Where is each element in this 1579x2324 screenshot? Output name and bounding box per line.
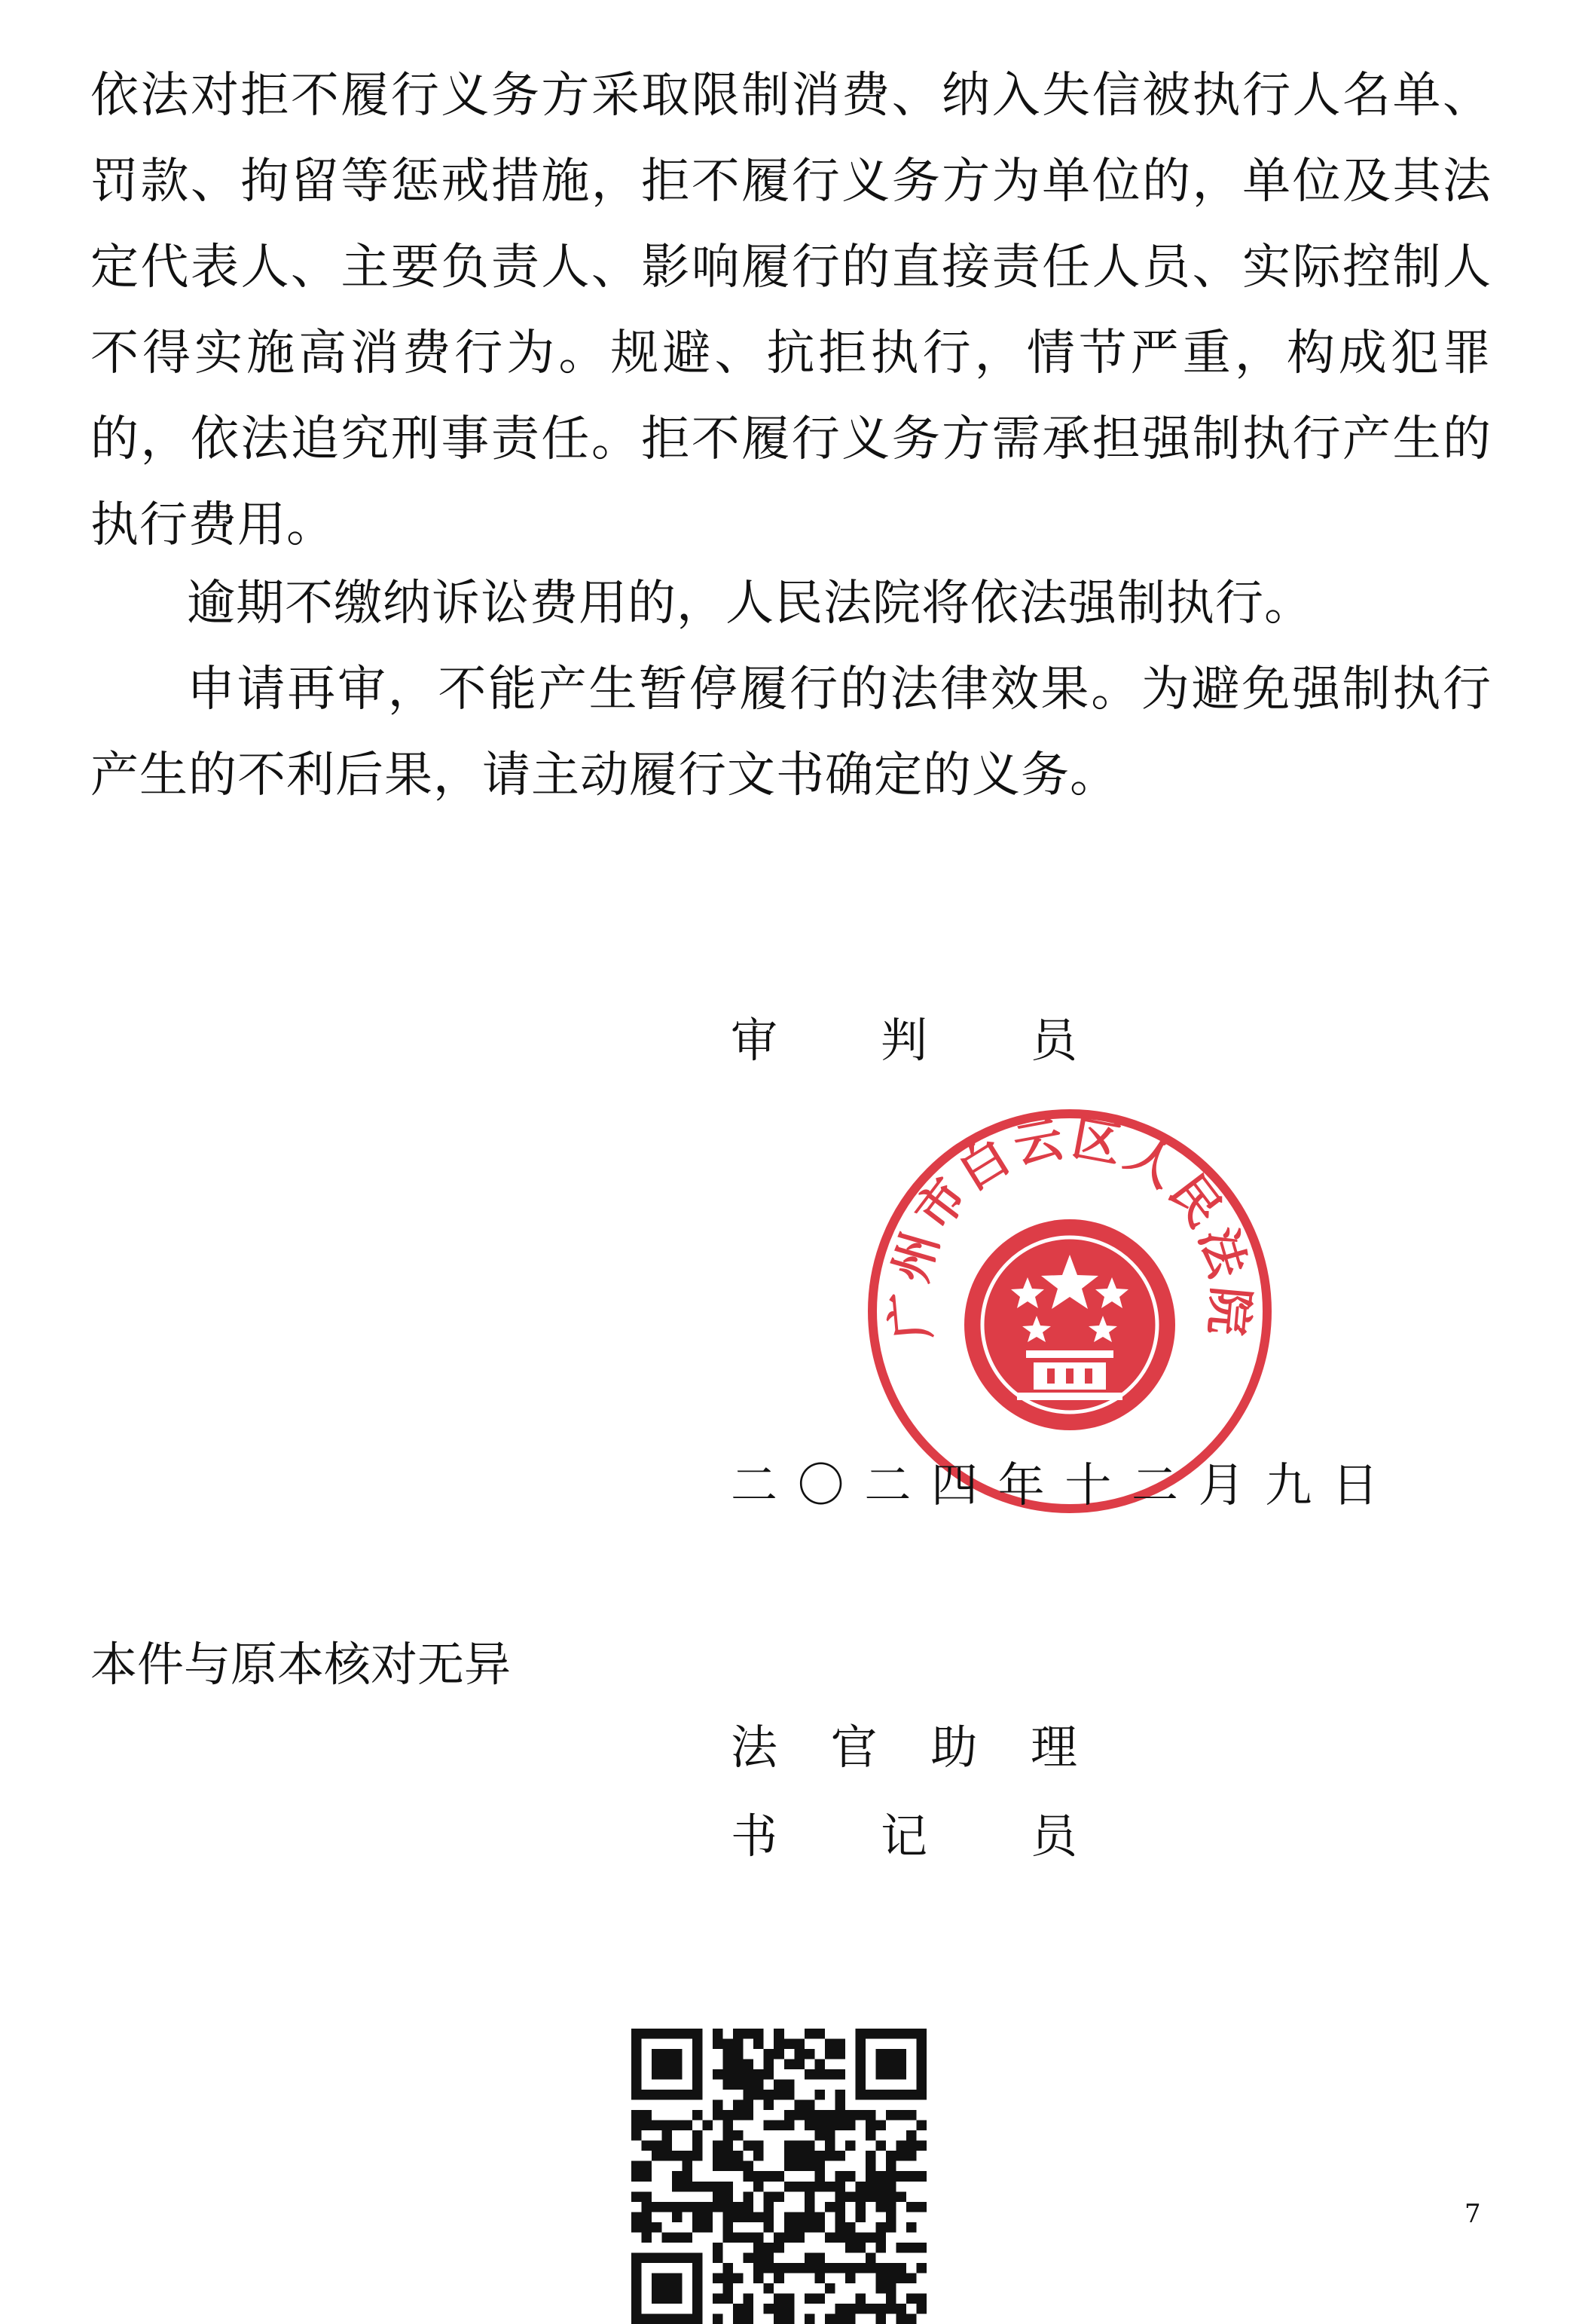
assistant-label-char: 官 bbox=[830, 1720, 878, 1775]
date-char: 二 bbox=[864, 1457, 912, 1512]
date-char: 二 bbox=[1131, 1457, 1178, 1512]
clerk-label-char: 书 bbox=[731, 1809, 778, 1864]
page-number: 7 bbox=[1464, 2199, 1481, 2229]
judge-label bbox=[731, 1014, 1077, 1067]
date-char: 日 bbox=[1331, 1457, 1379, 1512]
date-char: 月 bbox=[1198, 1457, 1245, 1512]
assistant-label-char: 理 bbox=[1030, 1720, 1077, 1775]
date-char: 二 bbox=[731, 1457, 778, 1512]
assistant-label-char: 助 bbox=[930, 1720, 978, 1775]
judge-label-char: 员 bbox=[1030, 1013, 1077, 1068]
judgment-date bbox=[731, 1459, 1379, 1512]
date-char: 〇 bbox=[797, 1457, 844, 1512]
date-char: 年 bbox=[997, 1457, 1045, 1512]
court-seal bbox=[866, 1108, 1273, 1515]
body-paragraph-retrial: 申请再审，不能产生暂停履行的法律效果。为避免强制执行产生的不利后果，请主动履行文书确定的义务。 bbox=[90, 662, 1492, 803]
clerk-label-char: 记 bbox=[880, 1809, 927, 1864]
judge-assistant-label bbox=[731, 1721, 1077, 1774]
body-paragraph-penalties: 依法对拒不履行义务方采取限制消费、纳入失信被执行人名单、罚款、拘留等惩戒措施，拒不履行义务方为单位的，单位及其法定代表人、主要负责人、影响履行的直接责任人员、实际控制人不得实施高消费行为。规避、抗拒执行，情节严重，构成犯罪的，依法追究刑事责任。拒不履行义务方需承担强制执行产生的执行费用。 bbox=[90, 68, 1492, 553]
judge-label-char: 审 bbox=[731, 1013, 778, 1068]
judge-label-char: 判 bbox=[880, 1013, 927, 1068]
clerk-label-char: 员 bbox=[1030, 1809, 1077, 1864]
seal-text: 广州市白云区人民法院 bbox=[880, 1109, 1260, 1342]
body-paragraph-litigation-fees: 逾期不缴纳诉讼费用的，人民法院将依法强制执行。 bbox=[187, 576, 1313, 631]
clerk-label bbox=[731, 1810, 1077, 1863]
assistant-label-char: 法 bbox=[731, 1720, 778, 1775]
date-char: 九 bbox=[1265, 1457, 1312, 1512]
verification-statement: 本件与原本核对无异 bbox=[90, 1637, 512, 1692]
date-char: 四 bbox=[930, 1457, 978, 1512]
national-emblem-icon bbox=[964, 1219, 1175, 1430]
date-char: 十 bbox=[1064, 1457, 1112, 1512]
qr-code-icon bbox=[631, 2029, 927, 2324]
